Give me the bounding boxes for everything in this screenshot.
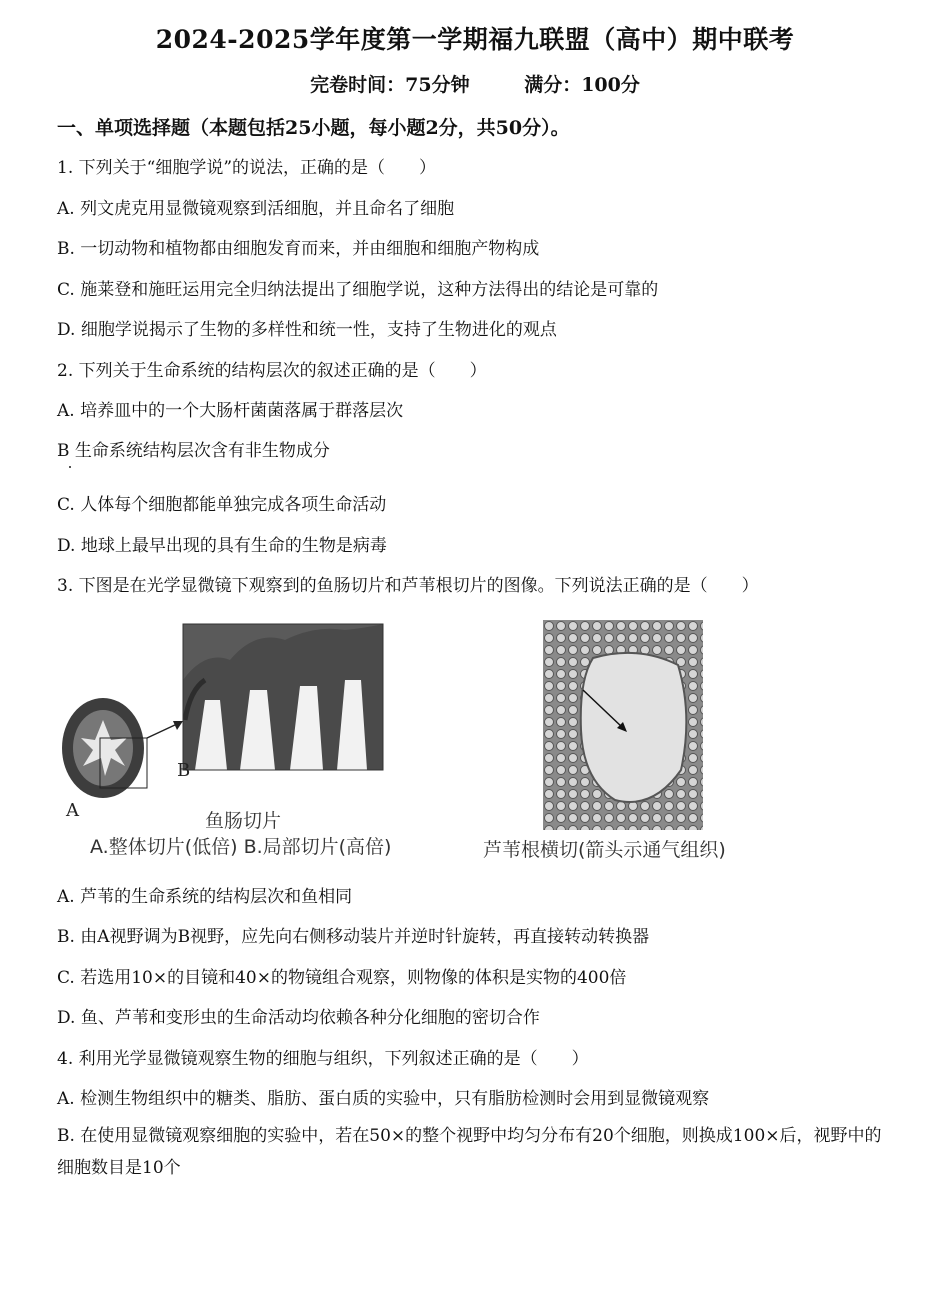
fish-local-section-image <box>183 624 383 770</box>
question-4-option-a: A. 检测生物组织中的糖类、脂肪、蛋白质的实验中，只有脂肪检测时会用到显微镜观察 <box>57 1089 710 1109</box>
question-2-stem: 2. 下列关于生命系统的结构层次的叙述正确的是（ ） <box>57 361 487 381</box>
section-heading: 一、单项选择题（本题包括25小题，每小题2分，共50分）。 <box>57 117 570 139</box>
exam-time: 完卷时间：75分钟 <box>310 74 470 96</box>
question-1-stem: 1. 下列关于“细胞学说”的说法，正确的是（ ） <box>57 158 437 178</box>
exam-title: 2024-2025学年度第一学期福九联盟（高中）期中联考 <box>155 25 795 54</box>
fish-zoom-arrow <box>147 724 177 738</box>
label-b: B <box>177 760 191 781</box>
reed-figure-caption: 芦苇根横切(箭头示通气组织) <box>483 839 726 861</box>
question-3-stem: 3. 下图是在光学显微镜下观察到的鱼肠切片和芦苇根切片的图像。下列说法正确的是（ ） <box>57 576 759 596</box>
question-1-option-b: B. 一切动物和植物都由细胞发育而来，并由细胞和细胞产物构成 <box>57 239 540 259</box>
fish-whole-section-image <box>62 698 147 798</box>
question-4-option-b: B. 在使用显微镜观察细胞的实验中，若在50×的整个视野中均匀分布有20个细胞，则换成100×后，视野中的细胞数目是10个 <box>57 1126 882 1178</box>
question-3-option-d: D. 鱼、芦苇和变形虫的生命活动均依赖各种分化细胞的密切合作 <box>57 1008 540 1028</box>
question-3-option-a: A. 芦苇的生命系统的结构层次和鱼相同 <box>57 887 353 907</box>
question-1-option-d: D. 细胞学说揭示了生物的多样性和统一性，支持了生物进化的观点 <box>57 320 557 340</box>
exam-info <box>0 70 950 97</box>
question-4-stem: 4. 利用光学显微镜观察生物的细胞与组织，下列叙述正确的是（ ） <box>57 1049 589 1069</box>
question-3-option-c: C. 若选用10×的目镜和40×的物镜组合观察，则物像的体积是实物的400倍 <box>57 968 627 988</box>
fish-figure-caption: A.整体切片(低倍) B.局部切片(高倍) <box>90 836 392 858</box>
question-1-option-c: C. 施莱登和施旺运用完全归纳法提出了细胞学说，这种方法得出的结论是可靠的 <box>57 280 659 300</box>
question-3-option-b: B. 由A视野调为B视野，应先向右侧移动装片并逆时针旋转，再直接转动转换器 <box>57 927 650 947</box>
stray-dot <box>69 466 71 468</box>
exam-score: 满分：100分 <box>524 74 640 96</box>
question-1-option-a: A. 列文虎克用显微镜观察到活细胞，并且命名了细胞 <box>57 199 455 219</box>
label-a: A <box>66 800 79 821</box>
fish-figure-title: 鱼肠切片 <box>205 810 282 832</box>
question-2-option-b: B 生命系统结构层次含有非生物成分 <box>57 441 330 461</box>
question-2-option-a: A. 培养皿中的一个大肠杆菌菌落属于群落层次 <box>57 401 404 421</box>
reed-root-figure <box>543 620 703 830</box>
question-2-option-c: C. 人体每个细胞都能单独完成各项生命活动 <box>57 495 387 515</box>
fish-intestine-figure <box>55 620 390 820</box>
question-2-option-d: D. 地球上最早出现的具有生命的生物是病毒 <box>57 536 387 556</box>
